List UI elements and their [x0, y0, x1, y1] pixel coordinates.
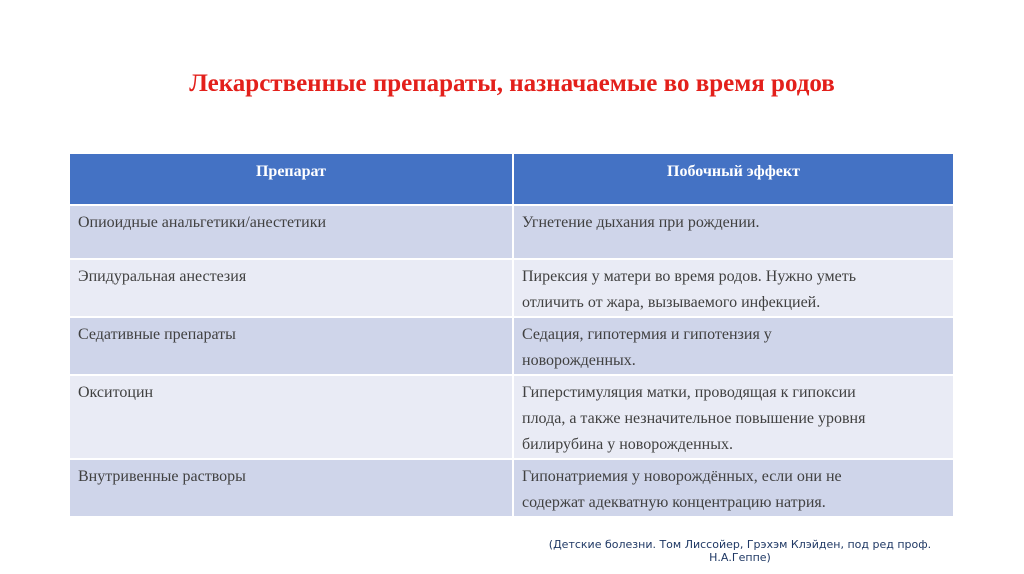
side-effect-line: Угнетение дыхания при рождении.: [522, 214, 760, 231]
header-side-effect: Побочный эффект: [513, 153, 954, 205]
table-header-row: [69, 153, 954, 205]
side-effect-cell: [513, 375, 954, 459]
side-effect-line: Гипонатриемия у новорождённых, если они не: [522, 468, 842, 485]
side-effect-line: плода, а также незначительное повышение уровня: [522, 410, 866, 427]
drug-cell: Эпидуральная анестезия: [69, 259, 513, 317]
side-effect-line: Гиперстимуляция матки, проводящая к гипоксии: [522, 384, 856, 401]
side-effect-line: Пирексия у матери во время родов. Нужно уметь: [522, 268, 857, 285]
table-row: [69, 205, 954, 259]
side-effect-line: билирубина у новорожденных.: [522, 436, 733, 453]
side-effect-cell: [513, 259, 954, 317]
side-effect-line: Седация, гипотермия и гипотензия у: [522, 326, 772, 343]
side-effect-line: новорожденных.: [522, 352, 636, 369]
table-row: [69, 459, 954, 517]
table-row: [69, 259, 954, 317]
table-row: [69, 375, 954, 459]
drug-cell: Внутривенные растворы: [69, 459, 513, 517]
side-effect-cell: [513, 205, 954, 259]
slide-title: Лекарственные препараты, назначаемые во время родов: [189, 70, 835, 97]
drugs-table: [68, 152, 955, 518]
header-drug: Препарат: [69, 153, 513, 205]
source-citation: (Детские болезни. Том Лиссойер, Грэхэм Клэйден, под ред проф. Н.А.Геппе): [548, 538, 932, 564]
side-effect-cell: [513, 317, 954, 375]
drug-cell: Окситоцин: [69, 375, 513, 459]
side-effect-line: отличить от жара, вызываемого инфекцией.: [522, 294, 821, 311]
side-effect-line: содержат адекватную концентрацию натрия.: [522, 494, 826, 511]
side-effect-cell: [513, 459, 954, 517]
drug-cell: Опиоидные анальгетики/анестетики: [69, 205, 513, 259]
table-row: [69, 317, 954, 375]
drug-cell: Седативные препараты: [69, 317, 513, 375]
